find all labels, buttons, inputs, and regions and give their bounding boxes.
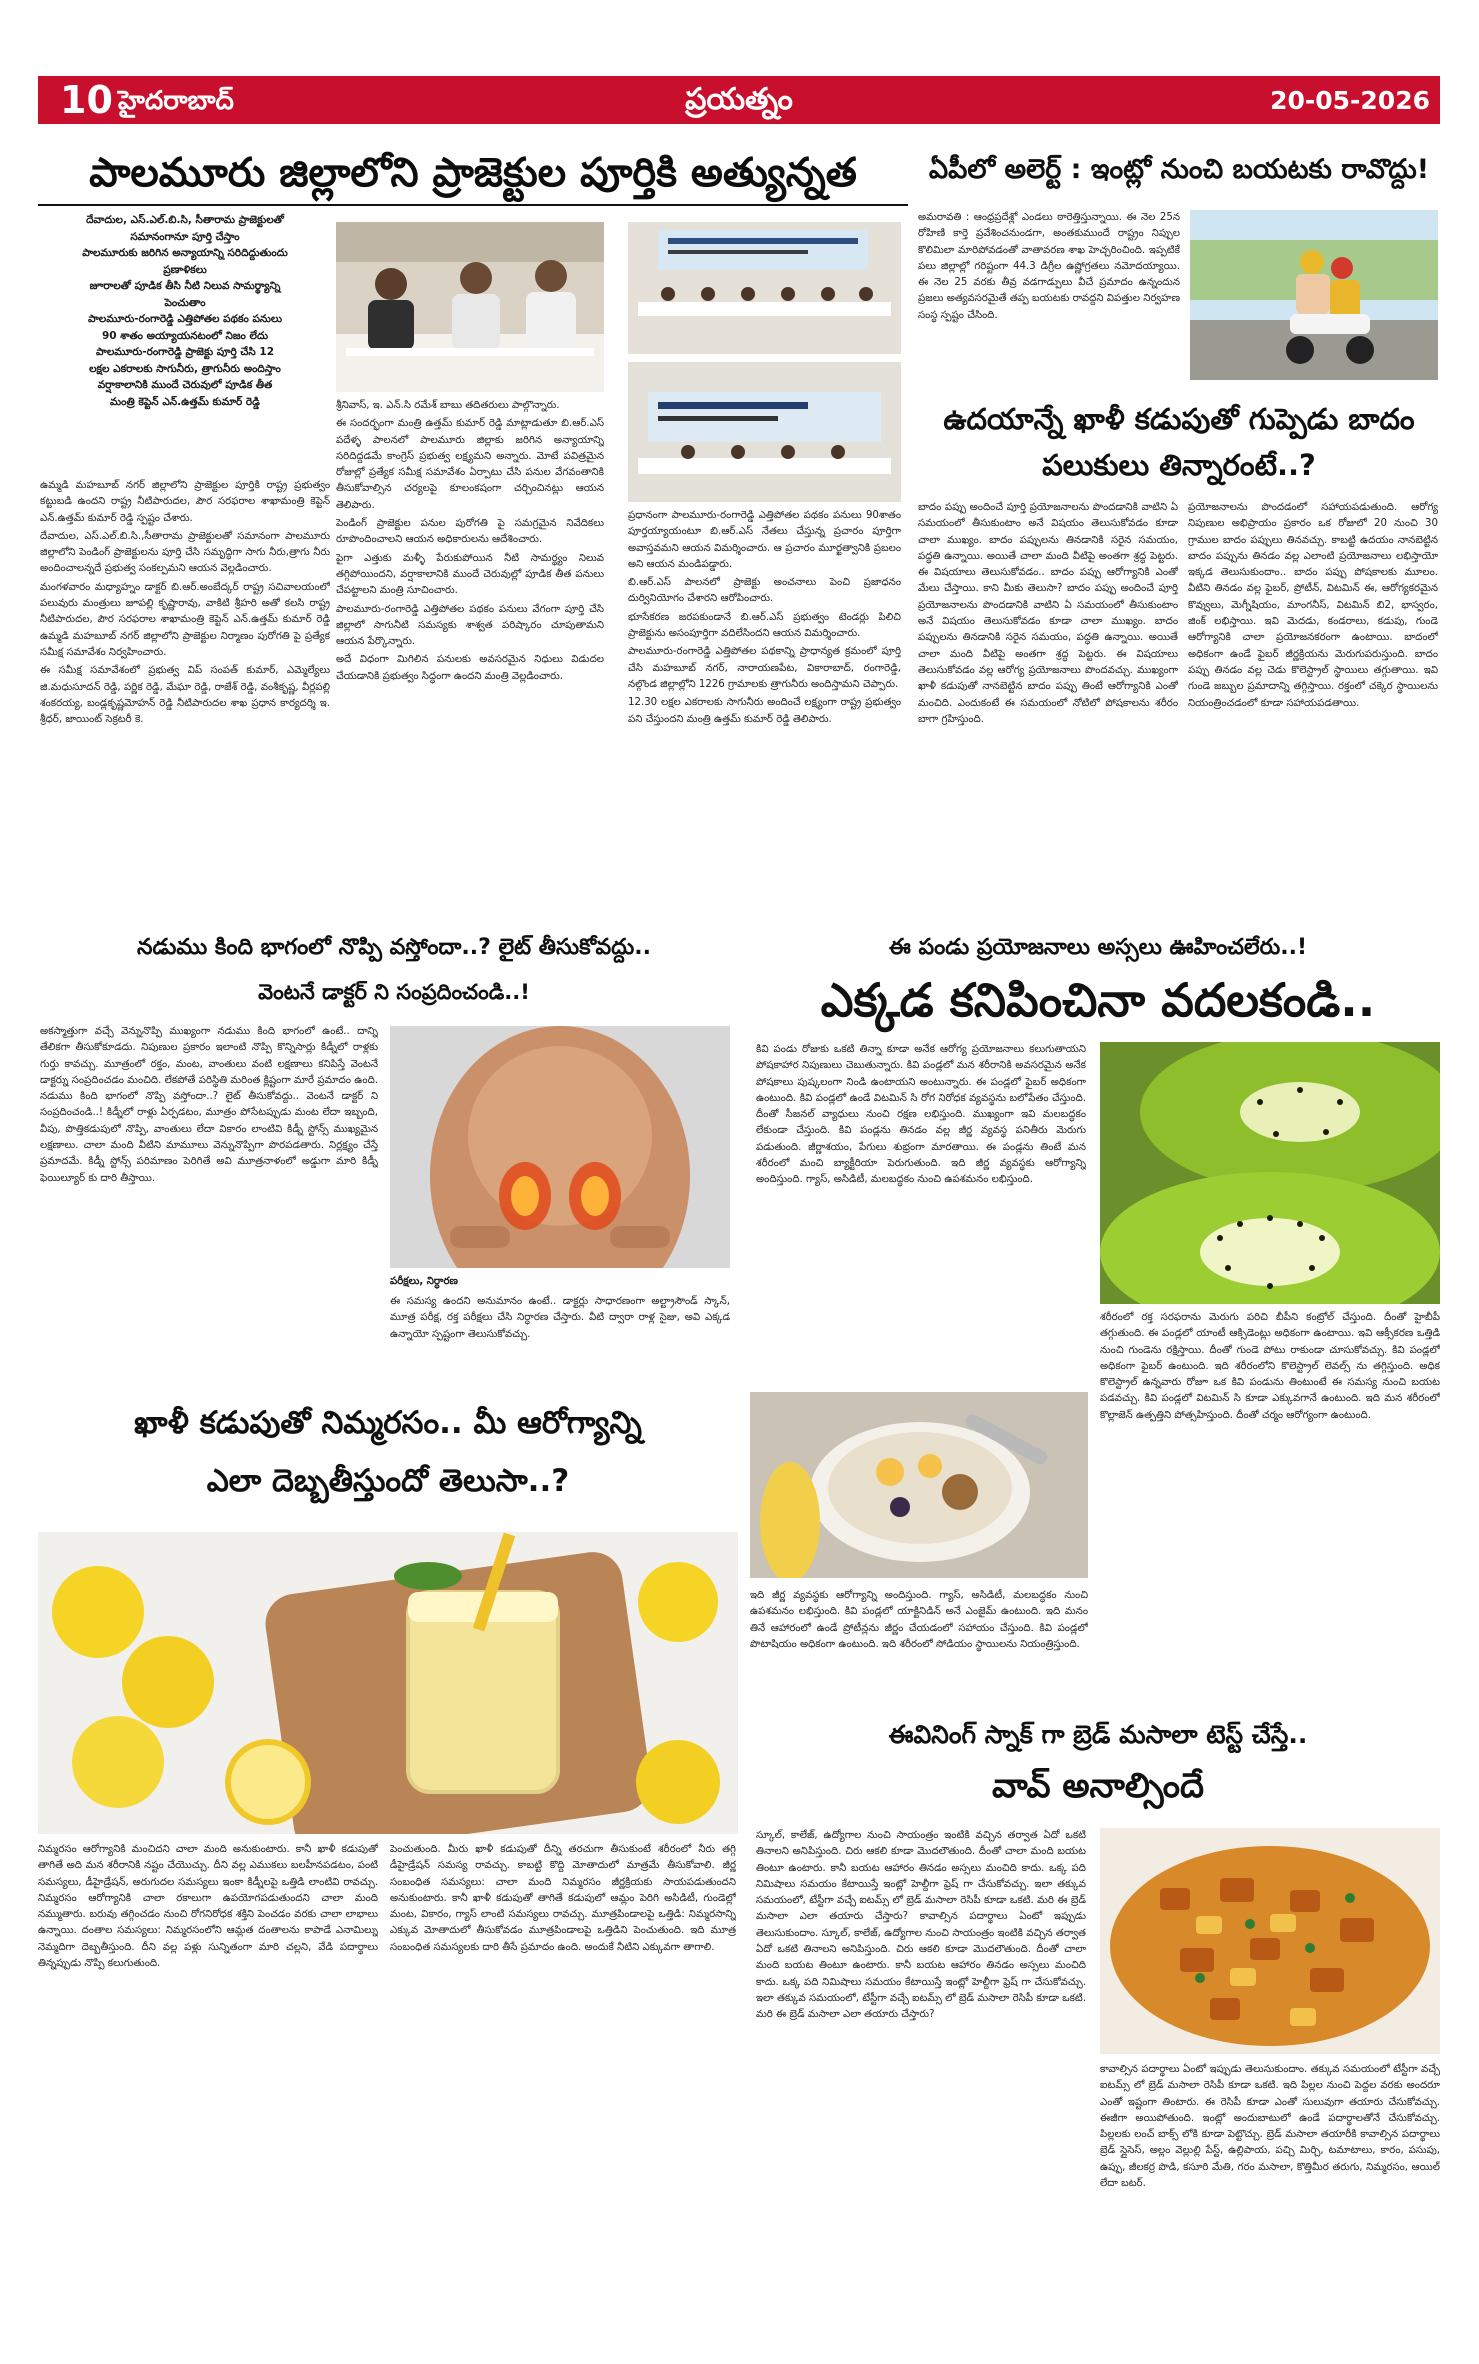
meeting-photo [336, 222, 604, 392]
story7-subheadline: వావ్ అనాల్సిందే [991, 1766, 1205, 1806]
masthead: ప్రయత్నం [685, 82, 793, 117]
page-number: 10 [60, 78, 113, 122]
story1-headline: పాలమూరు జిల్లాలోని ప్రాజెక్టుల పూర్తికి అత్యున్నత [38, 140, 908, 206]
story5-column-3: ఇది జీర్ణ వ్యవస్థకు ఆరోగ్యాన్ని అందిస్తుంది. గ్యాస్, అసిడిటీ, మలబద్ధకం నుంచి ఉపశమనం లభిస్తుంది. కివి పండ్లలో యాక్టినిడిన్ అనే ఎంజైమ్ ఉంటుంది. ఇది మనం తినే ఆహారంలో ఉండే ప్రోటీన్లను జీర్ణం చేయడంలో సహాయం చేస్తుంది. కివి పండ్లలో పొటాషియం అధికంగా ఉంటుంది. ఇది శరీరంలో సోడియం స్థాయిలను నియంత్రిస్తుంది. [750, 1590, 1088, 1650]
story4-caption: ఈ సమస్య ఉందని అనుమానం ఉంటే.. డాక్టర్లు సాధారణంగా అల్ట్రాసౌండ్ స్కాన్, మూత్ర పరీక్ష, రక్త పరీక్షలు చేసి నిర్ధారణ చేస్తారు. వీటి ద్వారా రాళ్ల సైజు, అవి ఎక్కడ ఉన్నాయో స్పష్టంగా తెలుసుకోవచ్చు. [390, 1296, 730, 1340]
story2-headline: ఏపీలో అలెర్ట్ : ఇంట్లో నుంచి బయటకు రావొద్దు! [928, 154, 1430, 185]
lemon-juice-photo [38, 1532, 738, 1834]
story3-headline: ఉదయాన్నే ఖాళీ కడుపుతో గుప్పెడు బాదం పలుకులు తిన్నారంటే..? [943, 402, 1415, 482]
story2-body: అమరావతి : ఆంధ్రప్రదేశ్లో ఎండలు ఠారెత్తిస్తున్నాయి. ఈ నెల 25న రోహిణి కార్తె ప్రవేశించనుండగా, అంతకుముందే రాష్ట్రం నిప్పుల కొలిమిలా మారిపోవడంతో వాతావరణ శాఖ హెచ్చరించింది. ఇప్పటికే పలు జిల్లాల్లో గరిష్టంగా 44.3 డిగ్రీల ఉష్ణోగ్రతలు నమోదయ్యాయి. ఈ నెల 25 వరకు తీవ్ర వడగాడ్పులు వీచే ప్రమాదం ఉన్నందున ప్రజలు అత్యవసరమైతే తప్ప బయటకు రావద్దని విపత్తుల నిర్వహణ సంస్థ స్పష్టం చేసింది. [918, 212, 1180, 321]
story1-column-3: ప్రధానంగా పాలమూరు-రంగారెడ్డి ఎత్తిపోతల పథకం పనులు 90శాతం పూర్తయ్యాయంటూ బి.ఆర్.ఎస్ నేతలు చేస్తున్న ప్రచారం పూర్తిగా అవాస్తవమని ఆయన విమర్శించారు. ఆ ప్రచారం మూర్ఖత్వానికి ప్రబలం అని ఆయన మండిపడ్డారు. బి.ఆర్.ఎస్ పాలనలో ప్రాజెక్టు అంచనాలు పెంచి ప్రజాధనం దుర్వినియోగం చేశారని ఆరోపించారు. భూసేకరణ జరపకుండానే బి.ఆర్.ఎస్ ప్రభుత్వం టెండర్లు పిలిచి ప్రాజెక్టును అసంపూర్తిగా వదిలేసిందని ఆయన విమర్శించారు. పాలమూరు-రంగారెడ్డి ఎత్తిపోతల పథకాన్ని ప్రాధాన్యత క్రమంలో పూర్తి చేసి మహబూబ్ నగర్, నారాయణపేట, వికారాబాద్, రంగారెడ్డి, నల్గొండ జిల్లాల్లోని 1226 గ్రామాలకు త్రాగునీరు అందిస్తామని చెప్పారు. 12.30 లక్షల ఎకరాలకు సాగునీరు అందించే లక్ష్యంగా రాష్ట్ర ప్రభుత్వం పని చేస్తుందని మంత్రి ఉత్తమ్ కుమార్ రెడ్డి తెలిపారు. [628, 510, 901, 725]
story6-column-1: నిమ్మరసం ఆరోగ్యానికి మంచిదని చాలా మంది అనుకుంటారు. కానీ ఖాళీ కడుపుతో తాగితే అది మన శరీరానికి నష్టం చేయొచ్చు. దీని వల్ల ఎముకలు బలహీనపడటం, పంటి సమస్యలు, డీహైడ్రేషన్, అరుగుదల సమస్యలు ఇంకా కిడ్నీలపై ఒత్తిడి లాంటివి రావచ్చు. నిమ్మరసం ఆరోగ్యానికి చాలా రకాలుగా ఉపయోగపడుతుందని చాలా మంది నమ్ముతారు. బరువు తగ్గించడం నుంచి రోగనిరోధక శక్తిని పెంచడం వరకు చాలా లాభాలు ఉన్నాయి. దంతాల సమస్యలు: నిమ్మరసంలోని ఆమ్లత దంతాలను కాపాడే ఎనామిల్ను నెమ్మదిగా దెబ్బతీస్తుంది. దీని వల్ల పళ్లు సున్నితంగా మారి చల్లని, వేడి పదార్థాలు తిన్నప్పుడు నొప్పి కలుగుతుంది. [38, 1844, 378, 1970]
kiwi-photo [1100, 1042, 1440, 1304]
story5-column-2: శరీరంలో రక్త సరఫరాను మెరుగు పరిచి బీపీని కంట్రోల్ చేస్తుంది. దీంతో హైబీపీ తగ్గుతుంది. ఈ పండ్లలో యాంటీ ఆక్సిడెంట్లు అధికంగా ఉంటాయి. ఇవి ఆక్సీకరణ ఒత్తిడి నుంచి గుండెను రక్షిస్తాయి. దీంతో గుండె పోటు రాకుండా చూసుకోవచ్చు. కివి పండ్లలో అధికంగా ఫైబర్ ఉంటుంది. ఇది శరీరంలోని కొలెస్ట్రాల్ లెవల్స్ ను తగ్గిస్తుంది. అధిక కొలెస్ట్రాల్ ఉన్నవారు రోజూ ఒక కివి పండును తింటుంటే ఈ సమస్య నుంచి బయట పడవచ్చు. కివి పండ్లలో విటమిన్ సి కూడా ఎక్కువగానే ఉంటుంది. ఇది మన శరీరంలో కొల్లాజెన్ ఉత్పత్తిని పోత్సహిస్తుంది. దీంతో చర్మం ఆరోగ్యంగా ఉంటుంది. [1100, 1312, 1440, 1421]
issue-date: 20-05-2026 [1270, 86, 1430, 115]
story6-headline: ఖాళీ కడుపుతో నిమ్మరసం.. మీ ఆరోగ్యాన్ని [134, 1405, 642, 1441]
story7-column-1: స్కూల్, కాలేజ్, ఉద్యోగాల నుంచి సాయంత్రం ఇంటికి వచ్చిన తర్వాత ఏదో ఒకటి తినాలని అనిపిస్తుంది. చిరు ఆకలి కూడా మొదలౌతుంది. దీంతో చాలా మంది బయట తింటూ ఉంటారు. కానీ బయట ఆహారం తినడం అస్సలు మంచిది కాదు. ఒక్క పది నిమిషాలు సమయం కేటాయిస్తే ఇంట్లో హెల్దీగా ఫ్రెష్ గా చేసుకోవచ్చు. ఇలా తక్కువ సమయంలో, టేస్టీగా వచ్చే ఐటమ్స్ లో బ్రెడ్ మసాలా రెసిపీ కూడా ఒకటి. మరి ఈ బ్రెడ్ మసాలా ఎలా తయారు చేస్తారు? కావాల్సిన పదార్థాలు ఏంటో ఇప్పుడు తెలుసుకుందాం. స్కూల్, కాలేజ్, ఉద్యోగాల నుంచి సాయంత్రం ఇంటికి వచ్చిన తర్వాత ఏదో ఒకటి తినాలని అనిపిస్తుంది. చిరు ఆకలి కూడా మొదలౌతుంది. దీంతో చాలా మంది బయట తింటూ ఉంటారు. కానీ బయట ఆహారం తినడం అస్సలు మంచిది కాదు. ఒక్క పది నిమిషాలు సమయం కేటాయిస్తే ఇంట్లో హెల్దీగా ఫ్రెష్ గా చేసుకోవచ్చు. ఇలా తక్కువ సమయంలో, టేస్టీగా వచ్చే ఐటమ్స్ లో బ్రెడ్ మసాలా రెసిపీ కూడా ఒకటి. మరి ఈ బ్రెడ్ మసాలా ఎలా తయారు చేస్తారు? [756, 1830, 1086, 2021]
page-header [38, 76, 1440, 124]
story7-headline: ఈవినింగ్ స్నాక్ గా బ్రెడ్ మసాలా టెస్ట్ చేస్తే.. [888, 1720, 1308, 1749]
city-label: హైదరాబాద్ [118, 86, 234, 116]
story5-kicker: ఈ పండు ప్రయోజనాలు అస్సలు ఊహించలేరు..! [888, 935, 1307, 960]
back-pain-photo [390, 1026, 730, 1268]
bread-masala-photo [1100, 1828, 1440, 2054]
story7-column-2: కావాల్సిన పదార్థాలు ఏంటో ఇప్పుడు తెలుసుకుందాం. తక్కువ సమయంలో టేస్టీగా వచ్చే ఐటమ్స్ లో బ్రెడ్ మసాలా రెసిపీ కూడా ఒకటి. ఇది పిల్లల నుంచి పెద్దల వరకు అందరూ ఎంతో ఇష్టంగా తింటారు. ఈ రెసిపీ కూడా ఎంతో సులువుగా తయారు చేసుకోవచ్చు. ఈజీగా అయిపోతుంది. ఇంట్లో అందుబాటులో ఉండే పదార్థాలతోనే చేసుకోవచ్చు. పిల్లలకు లంచ్ బాక్స్ లోకి కూడా పెట్టొచ్చు. బ్రెడ్ మసాలా తయారీకి కావాల్సిన పదార్థాలు బ్రెడ్ స్లైసెస్, అల్లం వెల్లుల్లి పేస్ట్, ఉల్లిపాయ, పచ్చి మిర్చి, టమాటాలు, కారం, పసుపు, ఉప్పు, జీలకర్ర పొడి, కసూరి మేతి, గరం మసాలా, కొత్తిమీర తరుగు, నిమ్మరసం, ఆయిల్ లేదా బటర్. [1100, 2064, 1440, 2190]
review-photo [628, 222, 901, 354]
story1-column-2: శ్రీనివాస్, ఇ. ఎన్.సి రమేశ్ బాబు తదితరులు పాల్గొన్నారు. ఈ సందర్భంగా మంత్రి ఉత్తమ్ కుమార్ రెడ్డి మాట్లాడుతూ బి.ఆర్.ఎస్ పదేళ్ళ పాలనలో పాలమూరు జిల్లాకు జరిగిన అన్యాయాన్ని సరిదిద్దడమే కాంగ్రెస్ ప్రభుత్వ లక్ష్యమని అన్నారు. మోటే పవిత్రమైన రోజుల్లో ప్రత్యేక సమీక్ష సమావేశం ఏర్పాటు చేసి పనుల వేగవంతానికి తీసుకోవాల్సిన చర్యలపై కూలంకషంగా చర్చించినట్లు ఆయన తెలిపారు. పెండింగ్ ప్రాజెక్టుల పనుల పురోగతి పై సమగ్రమైన నివేదికలు రూపొందించాలని ఆయన అధికారులను ఆదేశించారు. పైగా ఎత్తుకు మళ్ళీ పేరుకుపోయిన నీటి సామర్థ్యం నిలువ తగ్గిపోయిందని, వర్షాకాలానికి ముందే చెరువుల్లో పూడిక తీత పనులు చేపట్టాలని మంత్రి సూచించారు. పాలమూరు-రంగారెడ్డి ఎత్తిపోతల పథకం పనులు వేగంగా పూర్తి చేసి జిల్లాలో సాగునీటి సమస్యకు శాశ్వత పరిష్కారం చూపుతామని ఆయన పేర్కొన్నారు. అదే విధంగా మిగిలిన పనులకు అవసరమైన నిధులు విడుదల చేయడానికి ప్రభుత్వం సిద్ధంగా ఉందని మంత్రి వెల్లడించారు. [336, 400, 604, 682]
story5-column-1: కివి పండు రోజుకు ఒకటి తిన్నా కూడా అనేక ఆరోగ్య ప్రయోజనాలు కలుగుతాయని పోషకాహార నిపుణులు చెబుతున్నారు. కివి పండ్లలో మన శరీరానికి అవసరమైన అనేక పోషకాలు పుష్కలంగా నిండి ఉంటాయని అంటున్నారు. ఈ పండ్లలో ఫైబర్ అధికంగా ఉంటుంది. కివి పండ్లలో ఉండే విటమిన్ సి రోగ నిరోధక వ్యవస్థను బలోపేతం చేస్తుంది. దీంతో సీజనల్ వ్యాధులు నుంచి రక్షణ లభిస్తుంది. ముఖ్యంగా ఇవి మలబద్ధకం లేకుండా చేస్తుంది. కివి పండ్లను తినడం వల్ల జీర్ణ వ్యవస్థ పనితీరు మెరుగు పడుతుంది. జీర్ణాశయం, పేగులు శుభ్రంగా మారతాయి. ఈ పండ్లను తింటే మన శరీరంలో మంచి బ్యాక్టీరియా పెరుగుతుంది. ఇది జీర్ణ వ్యవస్థకు ఆరోగ్యాన్ని అందిస్తుంది. గ్యాస్, అసిడిటీ, మలబద్ధకం నుంచి ఉపశమనం లభిస్తుంది. [756, 1044, 1086, 1186]
story1-bullets: దేవాదుల, ఎస్.ఎల్.బి.సి, సీతారామ ప్రాజెక్టులతో సమానంగానూ పూర్తి చేస్తాం పాలమూరుకు జరిగిన అన్యాయాన్ని సరిదిద్దుతుందు ప్రణాళికలు జూరాలతో పూడిక తీసి నీటి నిలువ సామర్థ్యాన్ని పెంచుతాం పాలమూరు-రంగారెడ్డి ఎత్తిపోతల పథకం పనులు 90 శాతం అయ్యాయనటంలో నిజం లేదు పాలమూరు-రంగారెడ్డి ప్రాజెక్టు పూర్తి చేసి 12 లక్షల ఎకరాలకు సాగునీరు, త్రాగునీరు అందిస్తాం వర్షాకాలానికి ముందే చెరువులో పూడిక తీత మంత్రి కెప్టెన్ ఎన్.ఉత్తమ్ కుమార్ రెడ్డి [82, 214, 288, 408]
story4-subheadline: వెంటనే డాక్టర్ ని సంప్రదించండి..! [258, 980, 530, 1004]
story1-column-1: ఉమ్మడి మహబూబ్ నగర్ జిల్లాలోని ప్రాజెక్టుల పూర్తికి రాష్ట్ర ప్రభుత్వం కట్టుబడి ఉందని రాష్ట్ర నీటిపారుదల, పౌర సరఫరాల శాఖామంత్రి కెప్టెన్ ఎన్.ఉత్తమ్ కుమార్ రెడ్డి స్పష్టం చేశారు. దేవాదుల, ఎస్.ఎల్.బి.సి.,సీతారామ ప్రాజెక్టులతో సమానంగా పాలమూరు జిల్లాలోని పెండింగ్ ప్రాజెక్టులను పూర్తి చేసి సమృద్ధిగా సాగు నీరు,త్రాగు నీరు అందించాలన్నదే ప్రభుత్వ సంకల్పమని ఆయన వెల్లడించారు. మంగళవారం మధ్యాహ్నం డాక్టర్ బి.ఆర్.అంబేద్కర్ రాష్ట్ర సచివాలయంలో పలువురు మంత్రులు జూపల్లి కృష్ణారావు, వాకిటి శ్రీహరి అతో కలసి రాష్ట్ర నీటిపారుదల, పౌర సరఫరాల శాఖామంత్రి కెప్టెన్ ఎన్.ఉత్తమ్ కుమార్ రెడ్డి ఉమ్మడి మహబూబ్ నగర్ జిల్లాలోని ప్రాజెక్టుల నిర్మాణం పురోగతి పై ప్రత్యేక సమీక్ష సమావేశం నిర్వహించారు. ఈ సమీక్ష సమావేశంలో ప్రభుత్వ విప్ సంపత్ కుమార్, ఎమ్మెల్యేలు జి.మధుసూదన్ రెడ్డి, పర్ణిక రెడ్డి, మేఘా రెడ్డి, రాజేశ్ రెడ్డి, వంశీకృష్ణ, వీర్లపల్లి శంకరయ్య, బండ్లకృష్ణమోహన్ రెడ్డి నీటిపారుదల శాఖ ప్రధాన కార్యదర్శి ఇ. శ్రీధర్, జాయింట్ సెక్రటరీ కె. [40, 480, 330, 726]
story3-column-2: ప్రయోజనాలను పొందడంలో సహాయపడుతుంది. ఆరోగ్య నిపుణుల అభిప్రాయం ప్రకారం ఒక రోజులో 20 నుంచి 30 గ్రాముల బాదం పప్పులు తినవచ్చు. కాబట్టి ఉదయం నానబెట్టిన బాదం పప్పును తినడం వల్ల ఎలాంటి ప్రయోజనాలు లభిస్తాయో ఇక్కడ తెలుసుకుందాం.. బాదం పప్పు పోషకాలకు మూలం. వీటిని తినడం వల్ల ఫైబర్, ప్రోటీన్, విటమిన్ ఈ, ఆరోగ్యకరమైన కొవ్వులు, మెగ్నీషియం, మాంగనీస్, విటమిన్ బి2, భాస్వరం, జింక్ లభిస్తాయి. ఇవి మెదడు, కండరాలు, కడుపు, గుండె ఆరోగ్యానికి చాలా ప్రయోజనకరంగా ఉంటాయి. బాదంలో అధికంగా ఉండే ఫైబర్ జీర్ణక్రియను మెరుగుపరుస్తుంది. బాదం పప్పు తినడం వల్ల చెడు కొలెస్ట్రాల్ స్థాయిలు తగ్గుతాయి. ఇవి గుండె జబ్బుల ప్రమాదాన్ని తగ్గిస్తాయి. రక్తంలో చక్కెర స్థాయిలను నియంత్రించడంలో కూడా సహాయపడతాయి. [1188, 502, 1438, 709]
bowl-photo [750, 1392, 1088, 1578]
story3-column-1: బాదం పప్పు అందించే పూర్తి ప్రయోజనాలను పొందడానికి వాటిని ఏ సమయంలో తీసుకుంటాం అనే విషయం తెలుసుకోవడం కూడా చాలా ముఖ్యం. బాదం పప్పులను తినడానికి సరైన సమయం, పద్ధతి ఉన్నాయి. అయితే చాలా మంది వీటిపై అంతగా శ్రద్ధ పెట్టరు. ఈ విషయాలు తెలుసుకోవడం.. బాదం పప్పు ఆరోగ్యానికి ఎంతో మేలు చేస్తాయి. కాని మీకు తెలుసా? బాదం పప్పు అందించే పూర్తి ప్రయోజనాలను పొందడానికి వాటిని ఏ సమయంలో తీసుకుంటాం అనే విషయం తెలుసుకోవడం కూడా చాలా ముఖ్యం. బాదం పప్పులను తినడానికి సరైన సమయం, పద్ధతి ఉన్నాయి. అయితే చాలా మంది వీటిపై అంతగా శ్రద్ధ పెట్టరు. ఈ విషయాలు తెలుసుకోవడం వల్ల ఆరోగ్య ప్రయోజనాలు పొందవచ్చు. ముఖ్యంగా ఖాళీ కడుపుతో నానబెట్టిన బాదం పప్పు తింటే ఆరోగ్యానికి ఎంతో మంచిది. ఎందుకంటే ఈ సమయంలో నోటిలో పోషకాలను శరీరం బాగా గ్రహిస్తుంది. [918, 502, 1178, 725]
story4-caption-title: పరీక్షలు, నిర్ధారణ [390, 1276, 458, 1287]
story6-subheadline: ఎలా దెబ్బతీస్తుందో తెలుసా..? [206, 1463, 570, 1499]
review-photo [628, 362, 901, 502]
story4-column-1: అకస్మాత్తుగా వచ్చే వెన్నునొప్పి ముఖ్యంగా నడుము కింది భాగంలో ఉంటే.. దాన్ని తేలికగా తీసుకోకూడదు. నిపుణుల ప్రకారం ఇలాంటి నొప్పి కొన్నిసార్లు కిడ్నీలో రాళ్లకు గుర్తు కావచ్చు. మూత్రంలో రక్తం, మంట, వాంతులు వంటి లక్షణాలు కనిపిస్తే వెంటనే డాక్టర్ను సంప్రదించడం మంచిది. లేకపోతే పరిస్థితి మరింత క్లిష్టంగా మారే ప్రమాదం ఉంది. నడుము కింది భాగంలో నొప్పి వస్తోందా..? లైట్ తీసుకోవద్దు.. వెంటనే డాక్టర్ ని సంప్రదించండి..! కిడ్నీలో రాళ్లు ఏర్పడటం, మూత్రం పోసేటప్పుడు మంట లేదా ఇబ్బంది, వీపు, పొత్తికడుపులో నొప్పి, వాంతులు లేదా వికారం లాంటివి కిడ్నీ స్టోన్స్ ముఖ్యమైన లక్షణాలు. చాలా మంది వీటిని మామూలు వెన్నునొప్పిగా పొరపడతారు. నిర్లక్ష్యం చేస్తే ప్రమాదమే. కిడ్నీ స్టోన్స్ పరిమాణం పెరిగితే అవి మూత్రనాళంలో అడ్డుగా మారి కిడ్నీ ఫెయిల్యూర్ కు దారి తీస్తాయి. [40, 1026, 378, 1184]
story5-headline: ఎక్కడ కనిపించినా వదలకండి.. [820, 973, 1376, 1027]
story4-headline: నడుము కింది భాగంలో నొప్పి వస్తోందా..? లైట్ తీసుకోవద్దు.. [137, 935, 651, 960]
story6-column-2: పెంచుతుంది. మీరు ఖాళీ కడుపుతో దీన్ని తరచుగా తీసుకుంటే శరీరంలో నీరు తగ్గి డీహైడ్రేషన్ సమస్య రావచ్చు. కాబట్టి కొద్ది మోతాదులో మాత్రమే తీసుకోవాలి. జీర్ణ సంబంధిత సమస్యలు: చాలా మంది నిమ్మరసం జీర్ణక్రియకు సాయపడుతుందని అనుకుంటారు. కానీ ఖాళీ కడుపుతో తాగితే కడుపులో ఆమ్లం పెరిగి అసిడిటీ, గుండెల్లో మంట, వికారం, గ్యాస్ లాంటి సమస్యలు రావచ్చు. మూత్రపిండాలపై ఒత్తిడి: నిమ్మరసాన్ని ఎక్కువ మోతాదులో తీసుకోవడం మూత్రపిండాలపై ఒత్తిడిని పెంచుతుంది. ఇది మూత్ర సంబంధిత సమస్యలకు దారి తీసే ప్రమాదం ఉంది. అందుకే నీటిని ఎక్కువగా తాగాలి. [390, 1844, 736, 1953]
scooter-photo [1190, 210, 1438, 380]
